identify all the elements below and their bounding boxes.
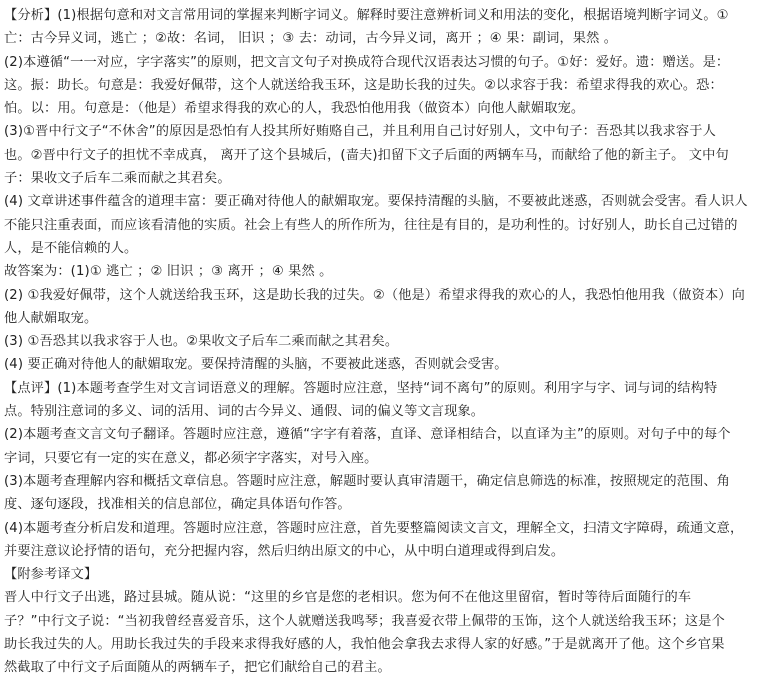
text-line: (2) ①我爱好佩带，这个人就送给我玉环，这是助长我的过失。②（他是）希望求得我的欢心的人，我恐怕他用我（做资本）向 <box>4 287 745 303</box>
text-line: (3)本题考查理解内容和概括文章信息。答题时应注意，解题时要认真审清题干，确定信息筛选的标准，按照规定的范围、角 <box>4 473 731 489</box>
text-line: (3)①晋中行文子“不休舍”的原因是恐怕有人投其所好贿赂自己，并且利用自己讨好别人，文中句子：吾恐其以我求容于人 <box>4 124 716 140</box>
text-line: 并要注意议论抒情的语句，充分把握内容，然后归纳出原文的中心，从中明白道理或得到启发。 <box>4 543 565 559</box>
text-line: 子：果收文子后车二乘而献之其君矣。 <box>4 171 231 187</box>
text-line: 也。②晋中行文子的担忧不幸成真， 离开了这个县城后，(啬夫)扣留下文子后面的两辆车马，而献给了他的新主子。 文中句 <box>4 147 729 163</box>
text-line: 亡：古今异义词，逃亡 ；②故：名词， 旧识 ；③ 去：动词，古今异义词，离开 ；④ 果：副词，果然 。 <box>4 31 618 47</box>
text-line: 子？”中行文子说：“当初我曾经喜爱音乐，这个人就赠送我鸣琴；我喜爱衣带上佩带的玉饰，这个人就送给我玉环；这是个 <box>4 613 725 629</box>
text-line: 不能只注重表面，而应该看清他的实质。社会上有些人的所作所为，往往是有目的，是功利性的。讨好别人，助长自己过错的 <box>4 217 738 233</box>
text-line: 【点评】(1)本题考查学生对文言词语意义的理解。答题时应注意，坚持“词不离句”的原则。利用字与字、词与词的结构特 <box>4 380 718 396</box>
text-line: 故答案为：(1)① 逃亡 ；② 旧识 ；③ 离开 ；④ 果然 。 <box>4 264 333 280</box>
text-line: (4)本题考查分析启发和道理。答题时应注意，答题时应注意，首先要整篇阅读文言文，理解全文，扫清文字障碍，疏通文意， <box>4 520 744 536</box>
text-line: 【附参考译文】 <box>4 567 98 583</box>
text-line: 他人献媚取宠。 <box>4 310 98 326</box>
text-line: (2)本遵循“一一对应，字字落实”的原则，把文言文句子对换成符合现代汉语表达习惯的句子。①好：爱好。遗：赠送。是： <box>4 54 730 70</box>
text-line: (4) 要正确对待他人的献媚取宠。要保持清醒的头脑，不要被此迷惑，否则就会受害。 <box>4 357 508 373</box>
text-line: 然截取了中行文子后面随从的两辆车子，把它们献给自己的君主。 <box>4 660 391 676</box>
text-line: 字词，只要它有一定的实在意义，都必须字字落实，对号入座。 <box>4 450 378 466</box>
text-line: (3) ①吾恐其以我求容于人也。②果收文子后车二乘而献之其君矣。 <box>4 334 399 350</box>
text-line: 助长我过失的人。用助长我过失的手段来求得我好感的人，我怕他会拿我去求得人家的好感。”于是就离开了他。这个乡官果 <box>4 637 725 653</box>
text-line: (4) 文章讲述事件蕴含的道理丰富：要正确对待他人的献媚取宠。要保持清醒的头脑，不要被此迷惑，否则就会受害。看人识人 <box>4 194 748 210</box>
text-line: 点。特别注意词的多义、词的活用、词的古今异义、通假、词的偏义等文言现象。 <box>4 404 485 420</box>
text-line: (2)本题考查文言文句子翻译。答题时应注意，遵循“字字有着落，直译、意译相结合，以直译为主”的原则。对句子中的每个 <box>4 427 731 443</box>
text-line: 这。振：助长。句意是：我爱好佩带，这个人就送给我玉环，这是助长我的过失。②以求容于我：希望求得我的欢心。恐： <box>4 77 723 93</box>
text-line: 【分析】(1)根据句意和对文言常用词的掌握来判断字词义。解释时要注意辨析词义和用法的变化，根据语境判断字词义。① <box>4 8 729 23</box>
text-line: 怕。以：用。句意是：（他是）希望求得我的欢心的人，我恐怕他用我（做资本）向他人献媚取宠。 <box>4 101 585 117</box>
text-line: 晋人中行文子出逃，路过县城。随从说：“这里的乡官是您的老相识。您为何不在他这里留宿，暂时等待后面随行的车 <box>4 590 692 606</box>
text-line: 人，是不能信赖的人。 <box>4 240 138 256</box>
text-line: 度、逐句逐段，找准相关的信息部位，确定具体语句作答。 <box>4 497 351 513</box>
